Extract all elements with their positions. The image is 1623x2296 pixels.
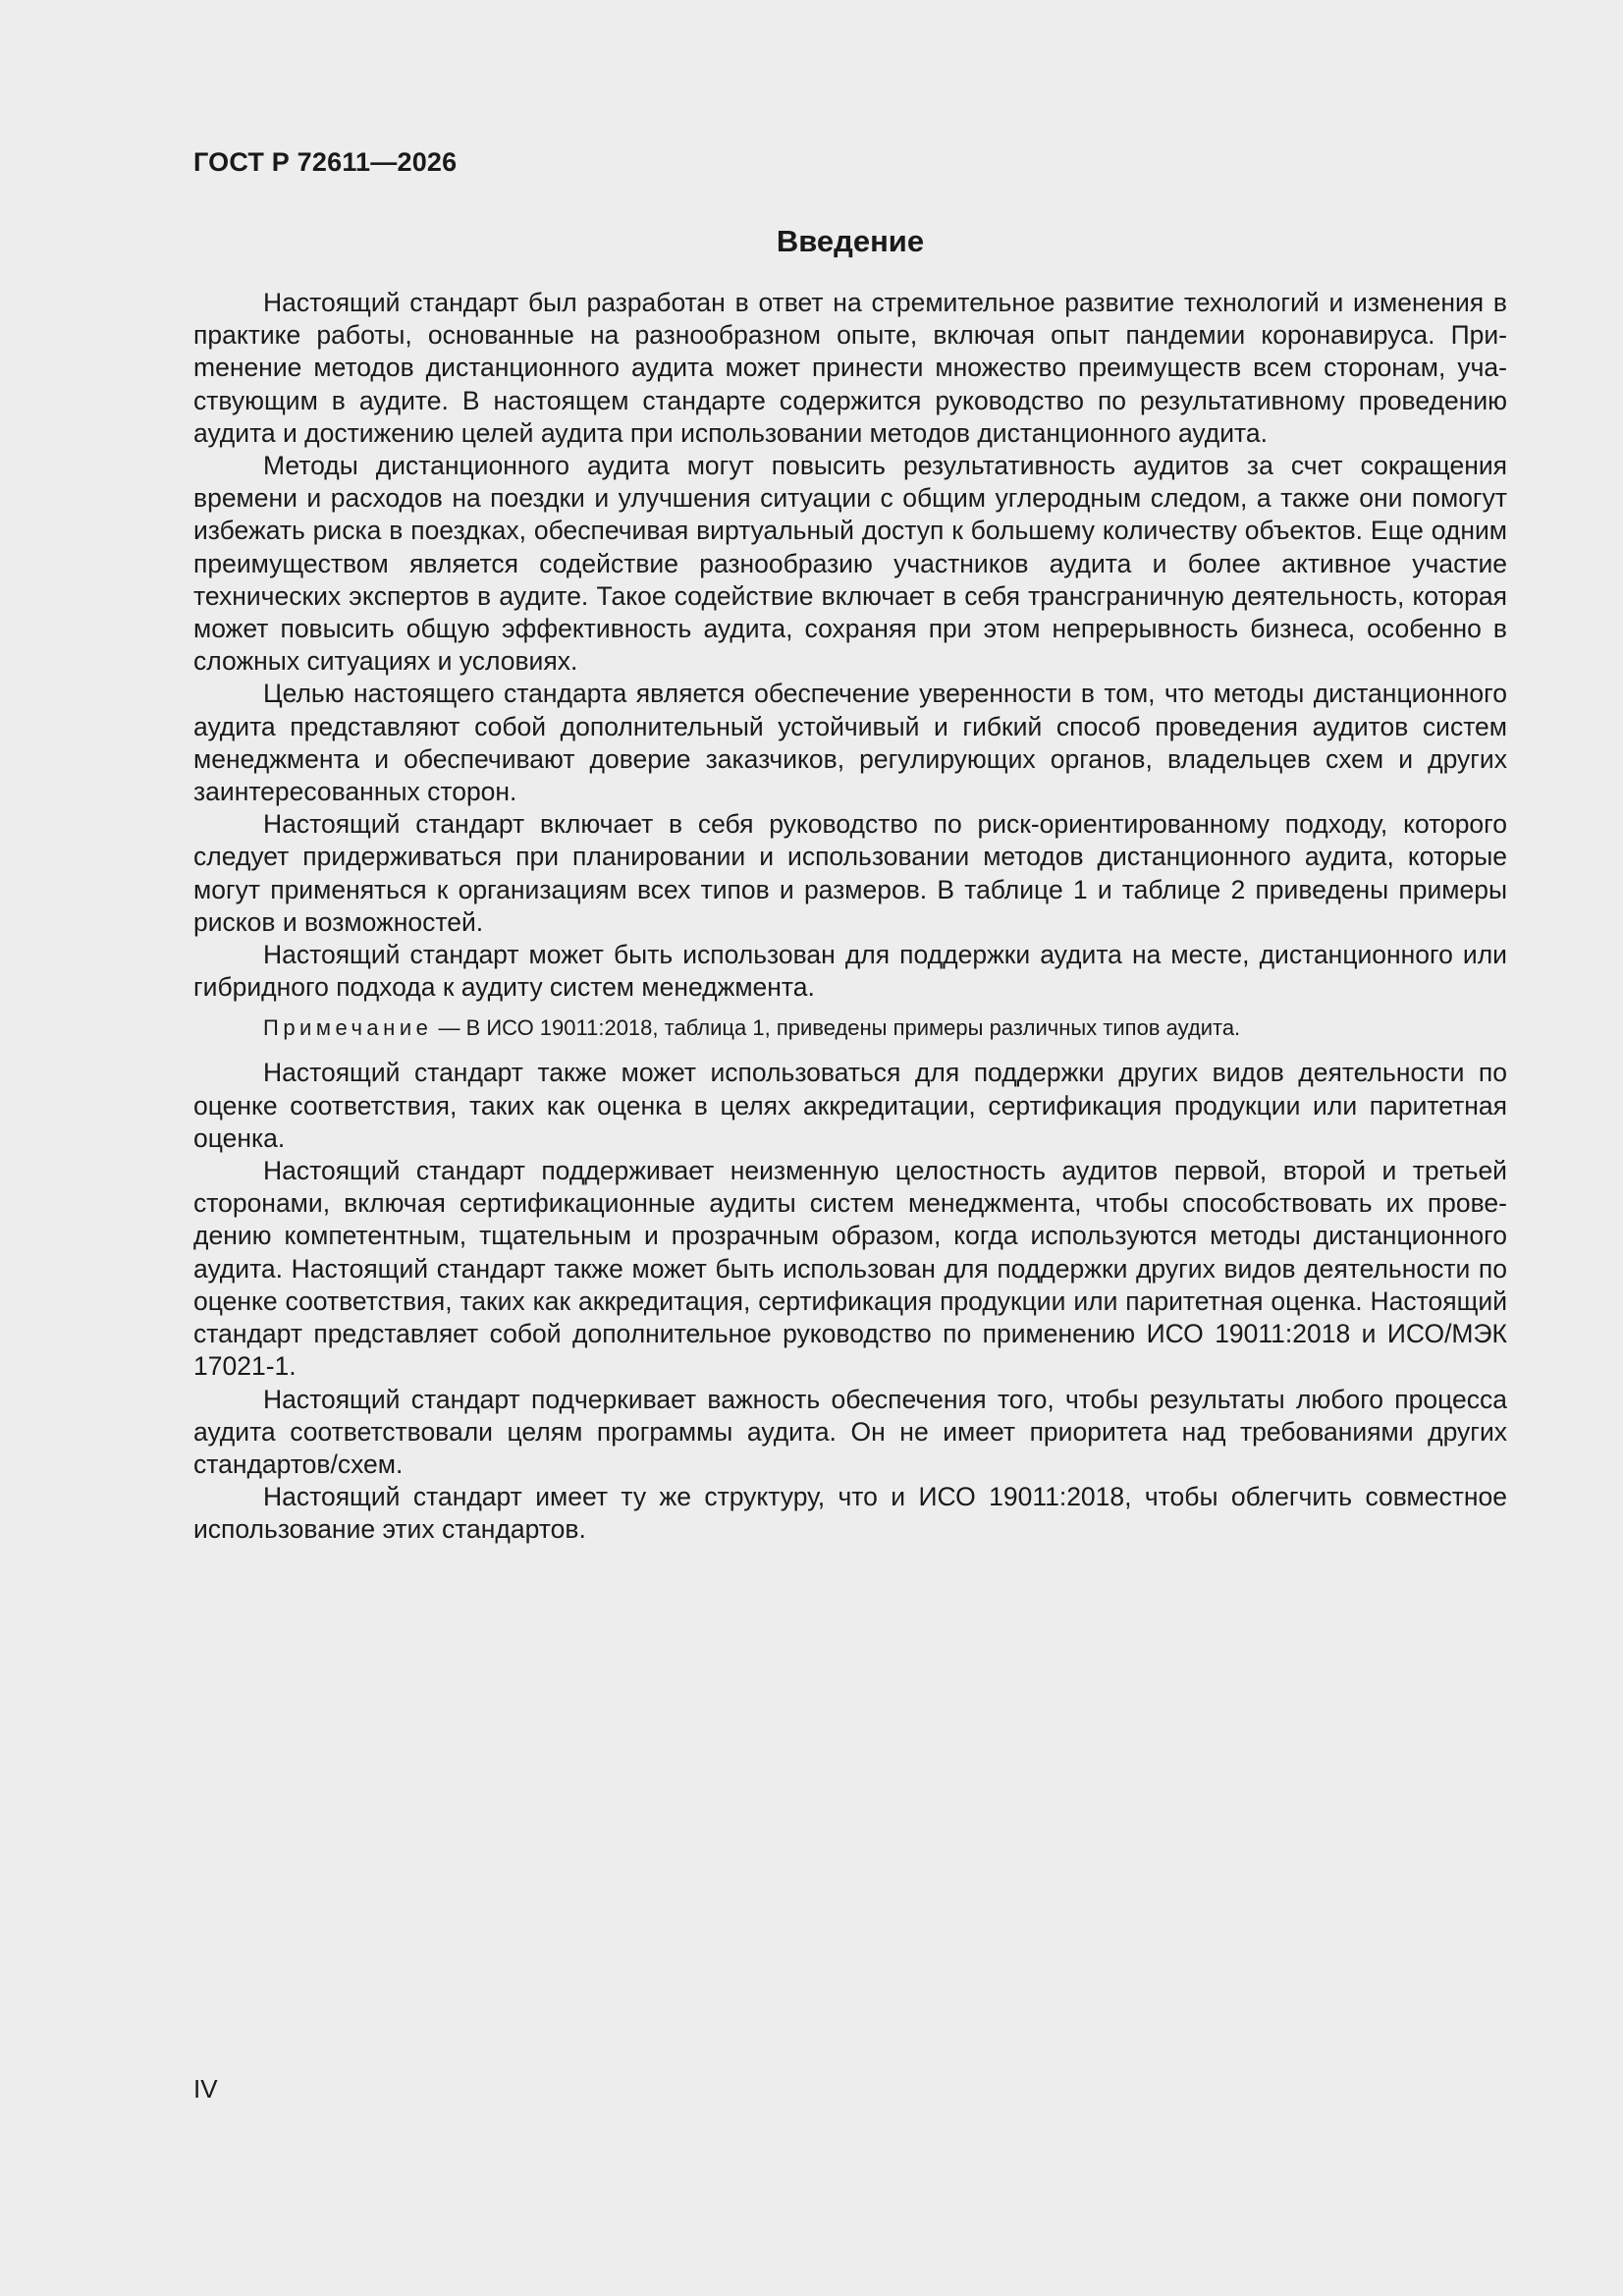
note-label: Примечание bbox=[263, 1015, 433, 1041]
paragraph: Настоящий стандарт может быть использован для поддержки аудита на месте, дистанционного или гибридного подхода к аудиту систем менеджмента. bbox=[193, 940, 1507, 1003]
note bbox=[193, 1013, 1507, 1043]
paragraph: Настоящий стандарт поддерживает неизменную целостность аудитов первой, второй и третьей сторонами, включая сертификационные аудиты систем менеджмента, чтобы способствовать их проведению компетентным, тщательным и прозрачным образом, когда используются методы дистанционного аудита. Настоящий стандарт также может быть использован для поддержки других видов деятельности по оценке соответствия, таких как аккредитация, сертификация продукции или паритетная оценка. Настоящий стандарт представляет собой дополнительное руководство по применению ИСО 19011:2018 и ИСО/МЭК 17021-1. bbox=[193, 1156, 1507, 1382]
paragraph: Целью настоящего стандарта является обеспечение уверенности в том, что методы дистанционного аудита представляют собой дополнительный устойчивый и гибкий способ проведения аудитов систем менеджмента и обеспечивают доверие заказчиков, регулирующих органов, владельцев схем и других заинтересованных сторон. bbox=[193, 679, 1507, 807]
paragraph: Настоящий стандарт подчеркивает важность обеспечения того, чтобы результаты любого процесса аудита соответствовали целям программы аудита. Он не имеет приоритета над требованиями других стандартов/схем. bbox=[193, 1384, 1507, 1479]
note-text: — В ИСО 19011:2018, таблица 1, приведены примеры различных типов аудита. bbox=[432, 1015, 1241, 1041]
section-title: Введение bbox=[776, 224, 925, 258]
paragraph: Настоящий стандарт был разработан в ответ на стремительное развитие технологий и изменения в практике работы, основанные на разнообразном опыте, включая опыт пандемии коронавируса. Приmенение методов дистанционного аудита может принести множество преимуществ всем сторонам, участвующим в аудите. В настоящем стандарте содержится руководство по результативному проведению аудита и достижению целей аудита при использовании методов дистанционного аудита. bbox=[193, 288, 1507, 448]
paragraph: Настоящий стандарт также может использоваться для поддержки других видов деятельности по оценке соответствия, таких как оценка в целях аккредитации, сертификация продукции или паритетная оценка. bbox=[193, 1058, 1507, 1153]
page-number: IV bbox=[193, 2074, 218, 2104]
paragraph: Методы дистанционного аудита могут повысить результативность аудитов за счет сокращения времени и расходов на поездки и улучшения ситуации с общим углеродным следом, а также они помогут избежать риска в поездках, обеспечивая виртуальный доступ к большему количеству объектов. Еще одним преимуществом является содействие разнообразию участников аудита и более активное участие технических экспертов в аудите. Такое содействие включает в себя трансграничную деятельность, которая может повысить общую эффективность аудита, сохраняя при этом непрерывность бизнеса, особенно в сложных ситуациях и условиях. bbox=[193, 451, 1507, 677]
paragraph: Настоящий стандарт включает в себя руководство по риск-ориентированному подходу, которого следует придерживаться при планировании и использовании методов дистанционного аудита, которые могут применяться к организациям всех типов и размеров. В таблице 1 и таблице 2 приведены примеры рисков и возможностей. bbox=[193, 809, 1507, 937]
document-code: ГОСТ Р 72611—2026 bbox=[193, 147, 458, 177]
document-body bbox=[193, 287, 1507, 1547]
paragraph: Настоящий стандарт имеет ту же структуру, что и ИСО 19011:2018, чтобы облегчить совместное использование этих стандартов. bbox=[193, 1482, 1507, 1545]
